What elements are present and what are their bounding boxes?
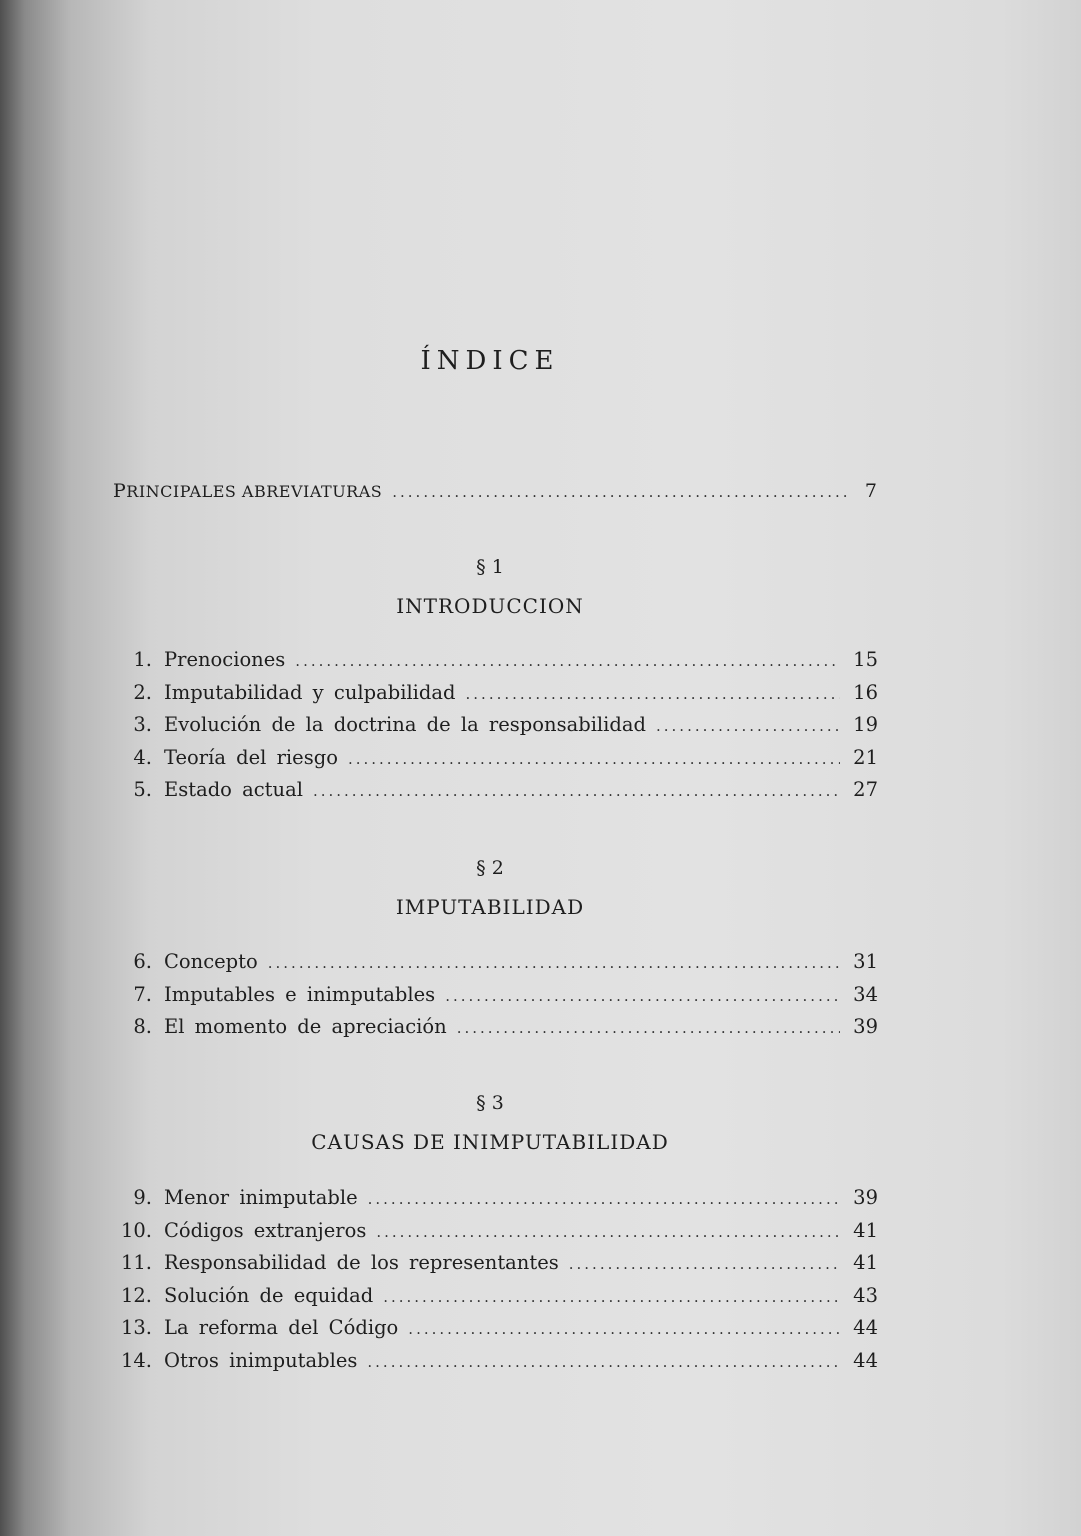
dot-leader [383, 1288, 840, 1306]
section-list-1 [108, 648, 878, 811]
section-title-2: IMPUTABILIDAD [395, 895, 585, 919]
toc-entry: 6. Concepto ..... 31 [108, 950, 878, 983]
section-mark-2: § 2 [476, 857, 504, 879]
toc-entry: 10. Códigos extranjeros ..... 41 [108, 1219, 878, 1252]
toc-entry: 12. Solución de equidad ..... 43 [108, 1284, 878, 1317]
abbreviations-entry [113, 480, 877, 506]
dot-leader [445, 987, 840, 1005]
dot-leader [392, 483, 847, 501]
toc-entry: 3. Evolución de la doctrina de la responsabilidad ..... 19 [108, 713, 878, 746]
section-list-2 [108, 950, 878, 1048]
dot-leader [295, 652, 840, 670]
toc-entry: 14. Otros inimputables ..... 44 [108, 1349, 878, 1382]
dot-leader [367, 1353, 840, 1371]
toc-entry: 5. Estado actual ..... 27 [108, 778, 878, 811]
toc-entry: 7. Imputables e inimputables ..... 34 [108, 983, 878, 1016]
index-title: ÍNDICE [420, 346, 560, 376]
dot-leader [408, 1320, 840, 1338]
toc-entry: 4. Teoría del riesgo ..... 21 [108, 746, 878, 779]
dot-leader [457, 1019, 840, 1037]
section-mark-3: § 3 [476, 1092, 504, 1114]
dot-leader [368, 1190, 840, 1208]
section-title-1: INTRODUCCION [396, 594, 584, 618]
toc-entry: 9. Menor inimputable ..... 39 [108, 1186, 878, 1219]
abbreviations-label: PRINCIPALES ABREVIATURAS [113, 480, 383, 502]
dot-leader [313, 782, 840, 800]
toc-entry: 2. Imputabilidad y culpabilidad ..... 16 [108, 681, 878, 714]
section-list-3 [108, 1186, 878, 1381]
section-title-3: CAUSAS DE INIMPUTABILIDAD [311, 1130, 669, 1154]
abbreviations-page: 7 [864, 480, 877, 502]
toc-entry: 1. Prenociones ..... 15 [108, 648, 878, 681]
section-mark-1: § 1 [476, 556, 504, 578]
toc-entry: 8. El momento de apreciación ..... 39 [108, 1015, 878, 1048]
dot-leader [348, 750, 840, 768]
dot-leader [569, 1255, 840, 1273]
dot-leader [268, 954, 840, 972]
dot-leader [656, 717, 840, 735]
toc-entry: 11. Responsabilidad de los representantes ..... 41 [108, 1251, 878, 1284]
dot-leader [376, 1223, 840, 1241]
toc-entry: 13. La reforma del Código ..... 44 [108, 1316, 878, 1349]
dot-leader [466, 685, 840, 703]
